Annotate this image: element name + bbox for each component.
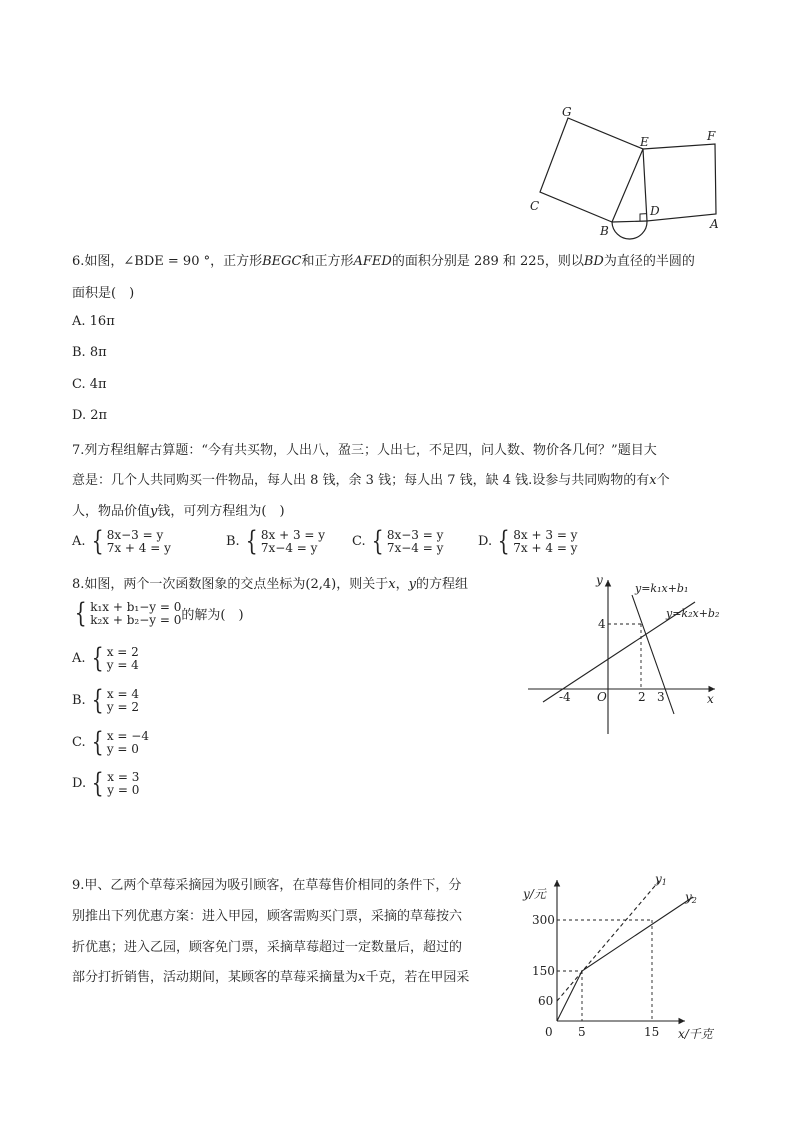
line-y1 [557,880,660,1001]
q6-text-e: 的面积分别是 289 和 225，则以 [391,254,584,269]
y-axis-label: y [596,573,603,587]
q7-option-b-eq1: 8x + 3 = y [260,527,326,542]
q8-point: (2,4) [305,577,337,592]
q7-option-b-eq2: 7x−4 = y [260,540,318,555]
q8-option-b-label: B. [72,693,86,708]
q8-sys-eq2: k₂x + b₂−y = 0 [90,612,182,627]
q8-text-tail: 的解为( ) [181,608,244,623]
y-axis-label: y/元 [523,887,546,901]
q7-question-line3 [72,500,285,519]
tick-y-300: 300 [532,913,555,927]
tick-x-15: 15 [644,1025,660,1039]
q9-var-x: x [358,970,366,985]
tick-x-0: 0 [545,1025,553,1039]
q6-question-line2: 面积是( ) [72,286,135,301]
q8-sys-eq1: k₁x + b₁−y = 0 [90,599,182,614]
q7-option-d-eq1: 8x + 3 = y [513,527,578,542]
q7-option-c-eq1: 8x−3 = y [386,527,444,542]
q9-line4-tail: 千克，若在甲园采 [365,970,470,985]
tick-x-neg4: -4 [559,690,571,704]
q9-price-graph [515,868,725,1048]
q8-option-c-eq2: y = 0 [106,741,139,756]
q8-comma: ， [395,577,409,592]
q8-text-c: ，则关于 [336,577,389,592]
right-angle-mark [640,214,647,221]
line1-label: y=k₁x+b₁ [635,582,689,595]
label-d: D [650,204,660,218]
square-begc [540,118,643,222]
origin-label: O [597,690,607,704]
q7-option-d-eq2: 7x + 4 = y [513,540,578,555]
y2-label-sub: 2 [691,896,697,905]
brace: { [91,643,104,674]
tick-x-2: 2 [638,690,646,704]
brace: { [91,685,104,716]
q9-line3: 折优惠；进入乙园，顾客免门票，采摘草莓超过一定数量后，超过的 [72,940,463,955]
q6-text-a: 6.如图，∠BDE = 90 °，正方形 [72,254,263,269]
y2-label [684,890,697,905]
q7-option-c-eq2: 7x−4 = y [386,540,444,555]
q8-option-b-eq1: x = 4 [106,686,139,701]
label-a: A [710,217,719,231]
q8-option-a-eq1: x = 2 [106,644,139,659]
q7-var-x: x [649,473,657,488]
q8-linear-graph [520,570,725,740]
q7-option-c[interactable] [352,528,443,555]
q6-option-d[interactable]: D. 2π [72,408,108,423]
tick-y-150: 150 [532,964,555,978]
label-f: F [707,129,716,143]
q6-option-b[interactable]: B. 8π [72,345,107,360]
y2-label-main: y [685,890,692,904]
q8-option-c-label: C. [72,735,86,750]
brace: { [245,526,258,557]
q7-option-a-eq2: 7x + 4 = y [106,540,171,555]
q8-var-y: y [408,577,416,592]
y1-label-sub: 1 [661,878,667,887]
brace: { [91,727,104,758]
q8-option-d[interactable] [72,770,139,797]
q8-question-system [72,600,244,627]
q7-option-b[interactable] [226,528,325,555]
brace: { [371,526,384,557]
q7-text-3c: 钱，可列方程组为( ) [157,504,285,519]
q9-line4 [72,966,469,985]
q8-option-a-label: A. [72,651,86,666]
q9-line1: 9.甲、乙两个草莓采摘园为吸引顾客，在草莓售价相同的条件下，分 [72,878,462,893]
q7-question-line1: 7.列方程组解古算题：“今有共买物，人出八，盈三；人出七，不足四，问人数、物价各几何？”题目大 [72,443,657,458]
brace: { [74,598,87,629]
q7-option-a-eq1: 8x−3 = y [106,527,164,542]
q8-option-d-eq1: x = 3 [107,769,140,784]
q7-text-a: 意是：几个人共同购买一件物品，每人出 8 钱，余 3 钱；每人出 7 钱，缺 4 钱.设参与共同购物的有 [72,473,650,488]
q7-var-y: y [150,504,158,519]
semicircle-bd [612,221,647,239]
segment-bd [612,221,647,222]
q8-option-b[interactable] [72,687,139,714]
y1-label [654,872,667,887]
q7-option-a-label: A. [72,534,86,549]
q8-question-line1 [72,573,468,592]
brace: { [91,768,104,799]
tick-y-60: 60 [538,994,554,1008]
q7-option-d[interactable] [478,528,577,555]
line-y2 [557,897,693,1021]
q7-text-c: 个 [656,473,670,488]
q6-square-begc-name: BEGC [262,254,302,269]
brace: { [91,526,104,557]
y1-label-main: y [655,872,662,886]
q7-question-line2 [72,469,670,488]
q9-line2: 别推出下列优惠方案：进入甲园，顾客需购买门票，采摘的草莓按六 [72,909,463,924]
brace: { [497,526,510,557]
label-e: E [640,135,649,149]
q8-option-c-eq1: x = −4 [106,728,149,743]
q6-text-c: 和正方形 [301,254,354,269]
q8-option-a-eq2: y = 4 [106,657,139,672]
q7-option-d-label: D. [478,534,493,549]
q8-option-c[interactable] [72,729,149,756]
q9-line4-text: 部分打折销售，活动期间，某顾客的草莓采摘量为 [72,970,359,985]
q7-option-b-label: B. [226,534,240,549]
q8-option-a[interactable] [72,645,139,672]
q8-option-d-label: D. [72,776,87,791]
q6-option-c[interactable]: C. 4π [72,377,107,392]
q8-option-b-eq2: y = 2 [106,699,139,714]
line2-label: y=k₂x+b₂ [666,607,720,620]
q7-option-c-label: C. [352,534,366,549]
tick-y-4: 4 [598,617,606,631]
q6-option-a[interactable]: A. 16π [72,314,115,329]
q8-option-d-eq2: y = 0 [107,782,140,797]
tick-x-5: 5 [578,1025,586,1039]
tick-x-3: 3 [657,690,665,704]
q7-text-3a: 人，物品价值 [72,504,151,519]
q8-text-a: 8.如图，两个一次函数图象的交点坐标为 [72,577,306,592]
label-b: B [600,224,609,238]
q6-text-g: 为直径的半圆的 [603,254,695,269]
q6-square-afed-name: AFED [353,254,392,269]
label-g: G [562,105,572,119]
q7-option-a[interactable] [72,528,171,555]
x-axis-label: x/千克 [678,1027,713,1041]
q8-text-g: 的方程组 [415,577,468,592]
x-axis-label: x [707,692,714,706]
q6-geometry-figure [520,100,730,240]
q6-question-line1 [72,250,695,269]
q8-var-x: x [388,577,396,592]
q6-bd-name: BD [583,254,604,269]
label-c: C [530,199,540,213]
